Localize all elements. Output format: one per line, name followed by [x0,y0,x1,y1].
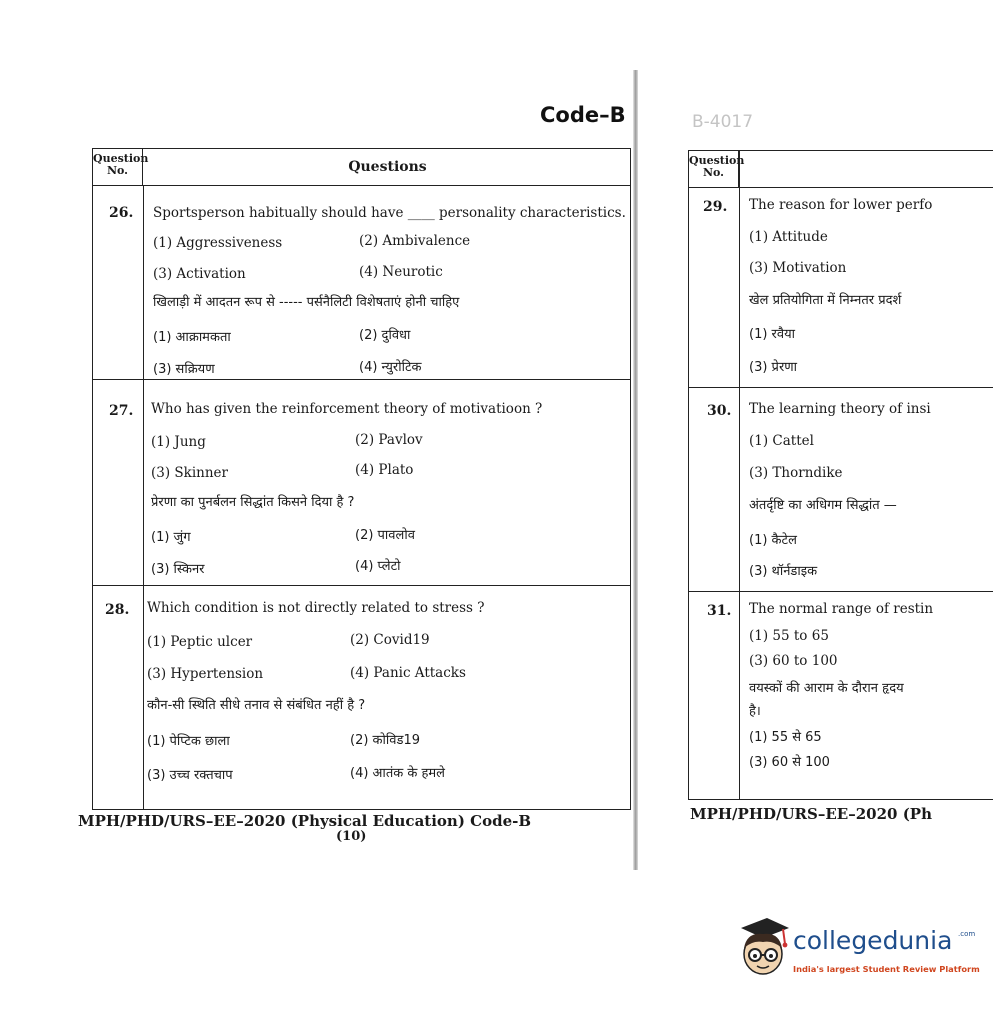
option-1: (1) Jung [151,434,206,450]
hindi-option-1: (1) रवैया [749,327,795,342]
option-1: (1) Cattel [749,433,814,449]
question-number: 29. [703,199,728,215]
logo-name: collegedunia [793,926,953,955]
hindi-option-3: (3) उच्च रक्तचाप [147,768,233,783]
hindi-option-4: (4) न्युरोटिक [359,360,422,375]
left-question-table [92,148,631,810]
option-1: (1) Aggressiveness [153,235,283,251]
logo-dotcom: .com [958,930,976,938]
question-number: 30. [707,403,732,419]
hindi-option-1: (1) आक्रामकता [153,330,231,345]
hindi-option-2: (2) पावलोव [355,528,415,543]
hindi-question-text: खेल प्रतियोगिता में निम्नतर प्रदर्श [749,293,902,308]
option-3: (3) Skinner [151,465,228,481]
option-3: (3) 60 to 100 [749,653,838,669]
option-4: (4) Panic Attacks [350,665,466,681]
option-1: (1) Peptic ulcer [147,634,253,650]
questions-header: Questions [348,159,427,175]
hindi-question-text: खिलाड़ी में आदतन रूप से ----- पर्सनैलिटी विशेषताएं होनी चाहिए [153,295,460,310]
hindi-option-2: (2) कोविड19 [350,733,420,748]
question-no-header: Question No. [93,149,143,185]
question-number: 31. [707,603,732,619]
option-3: (3) Motivation [749,260,847,276]
option-1: (1) Attitude [749,229,828,245]
hindi-option-4: (4) आतंक के हमले [350,766,445,781]
question-text: The learning theory of insi [749,401,931,417]
mascot-icon [733,914,793,984]
right-code-faded: B-4017 [692,112,754,132]
option-3: (3) Activation [153,266,246,282]
footer-left: MPH/PHD/URS–EE–2020 (Physical Education) Code-B [78,812,532,830]
hindi-question-text: प्रेरणा का पुनर्बलन सिद्धांत किसने दिया है ? [151,495,355,510]
right-question-table [688,150,993,800]
hindi-question-text: अंतर्दृष्टि का अधिगम सिद्धांत — [749,498,897,513]
hindi-option-1: (1) जुंग [151,530,191,545]
option-3: (3) Thorndike [749,465,843,481]
hindi-option-3: (3) स्किनर [151,562,205,577]
hindi-question-text: वयस्कों की आराम के दौरान हृदय [749,681,904,696]
option-2: (2) Ambivalence [359,233,471,249]
hindi-option-3: (3) प्रेरणा [749,360,798,375]
question-no-header: Question No. [689,151,739,187]
hindi-option-3: (3) 60 से 100 [749,755,830,770]
option-1: (1) 55 to 65 [749,628,829,644]
logo-tagline: India's largest Student Review Platform [793,964,980,974]
question-text: Sportsperson habitually should have ____ personality characteristics. [153,205,626,221]
option-4: (4) Plato [355,462,414,478]
collegedunia-logo[interactable] [733,914,980,984]
option-2: (2) Covid19 [350,632,430,648]
footer-right: MPH/PHD/URS–EE–2020 (Ph [690,805,932,823]
question-text: The reason for lower perfo [749,197,933,213]
question-text: Which condition is not directly related to stress ? [147,600,485,616]
option-2: (2) Pavlov [355,432,423,448]
hindi-option-4: (4) प्लेटो [355,559,401,574]
option-3: (3) Hypertension [147,666,264,682]
hindi-option-1: (1) कैटेल [749,533,797,548]
question-number: 28. [105,602,130,618]
page-number: (10) [336,829,367,844]
hindi-option-3: (3) थॉर्नडाइक [749,564,818,579]
question-number: 26. [109,205,134,221]
hindi-option-1: (1) पेप्टिक छाला [147,734,230,749]
question-text: The normal range of restin [749,601,934,617]
question-text: Who has given the reinforcement theory of motivatioon ? [151,401,543,417]
option-4: (4) Neurotic [359,264,443,280]
hindi-option-1: (1) 55 से 65 [749,730,822,745]
hindi-question-text-line-2: है। [749,704,761,719]
hindi-option-2: (2) दुविधा [359,328,411,343]
hindi-option-3: (3) सक्रियण [153,362,215,377]
hindi-question-text: कौन-सी स्थिति सीधे तनाव से संबंधित नहीं है ? [147,698,366,713]
code-label: Code–B [540,103,626,127]
page-fold [633,70,638,870]
question-number: 27. [109,403,134,419]
